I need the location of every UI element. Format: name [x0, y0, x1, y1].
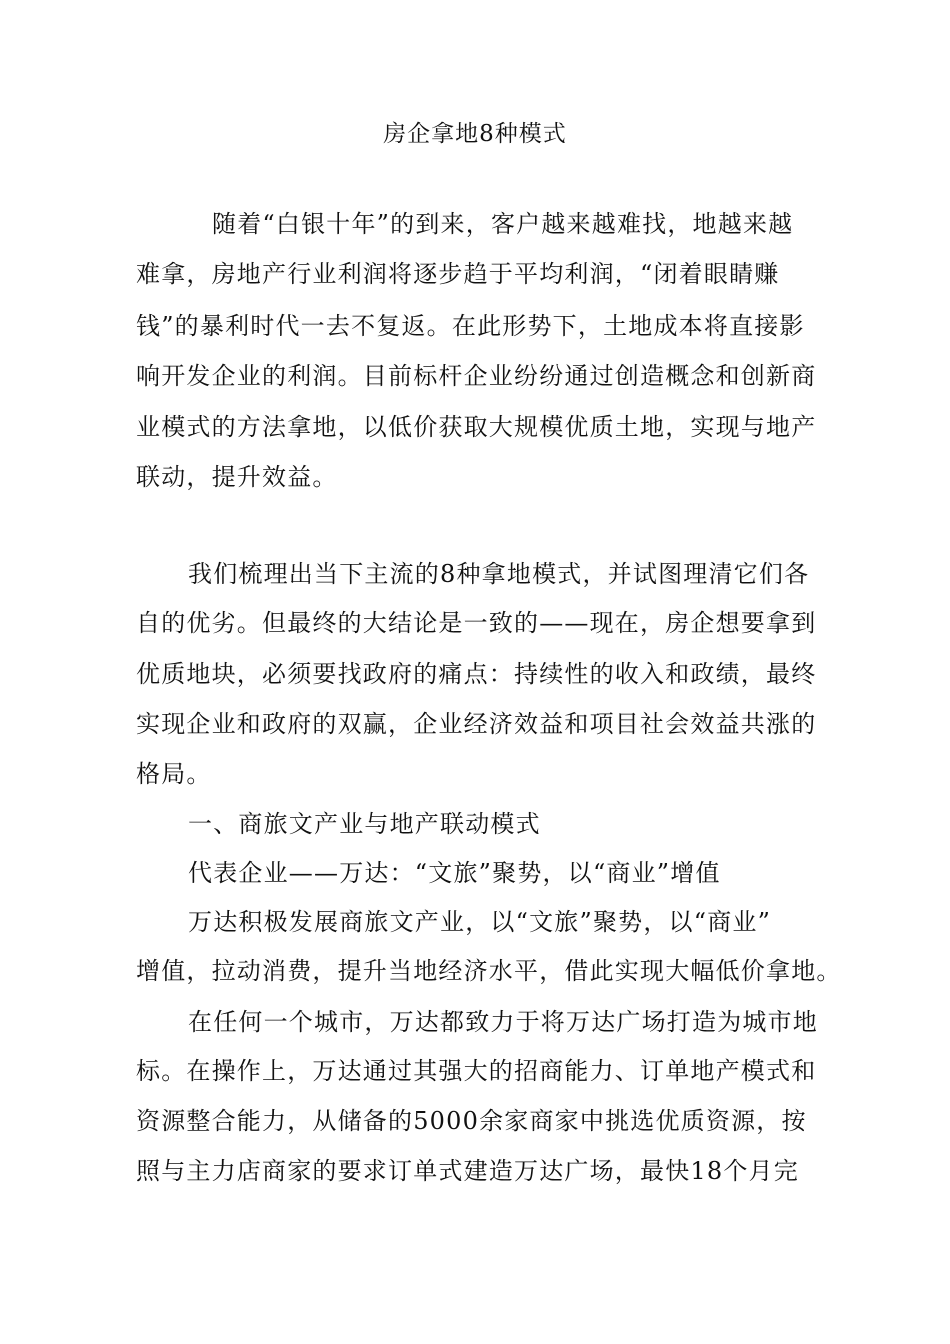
paragraph-line: 联动，提升效益。 — [136, 463, 338, 491]
paragraph-line: 我们梳理出当下主流的8种拿地模式，并试图理清它们各 — [188, 560, 810, 588]
paragraph-line: 难拿，房地产行业利润将逐步趋于平均利润，“闭着眼睛赚 — [136, 260, 780, 288]
paragraph-line: 格局。 — [136, 760, 212, 788]
paragraph-line: 增值，拉动消费，提升当地经济水平，借此实现大幅低价拿地。 — [136, 957, 842, 985]
paragraph-line: 实现企业和政府的双赢，企业经济效益和项目社会效益共涨的 — [136, 710, 817, 738]
subheading: 代表企业——万达：“文旅”聚势，以“商业”增值 — [188, 859, 721, 887]
paragraph-line: 在任何一个城市，万达都致力于将万达广场打造为城市地 — [188, 1008, 818, 1036]
paragraph-line: 响开发企业的利润。目前标杆企业纷纷通过创造概念和创新商 — [136, 362, 817, 390]
paragraph-line: 资源整合能力，从储备的5000余家商家中挑选优质资源，按 — [136, 1107, 807, 1135]
paragraph-line: 随着“白银十年”的到来，客户越来越难找，地越来越 — [212, 210, 794, 238]
paragraph-line: 业模式的方法拿地，以低价获取大规模优质土地，实现与地产 — [136, 413, 817, 441]
paragraph-line: 钱”的暴利时代一去不复返。在此形势下，土地成本将直接影 — [136, 312, 805, 340]
paragraph-line: 优质地块，必须要找政府的痛点：持续性的收入和政绩，最终 — [136, 660, 817, 688]
paragraph-line: 万达积极发展商旅文产业，以“文旅”聚势，以“商业” — [188, 908, 772, 936]
paragraph-line: 标。在操作上，万达通过其强大的招商能力、订单地产模式和 — [136, 1057, 817, 1085]
document-title: 房企拿地8种模式 — [383, 121, 567, 147]
section-heading: 一、商旅文产业与地产联动模式 — [188, 810, 541, 838]
paragraph-line: 照与主力店商家的要求订单式建造万达广场，最快18个月完 — [136, 1157, 799, 1185]
paragraph-line: 自的优劣。但最终的大结论是一致的——现在，房企想要拿到 — [136, 609, 817, 637]
